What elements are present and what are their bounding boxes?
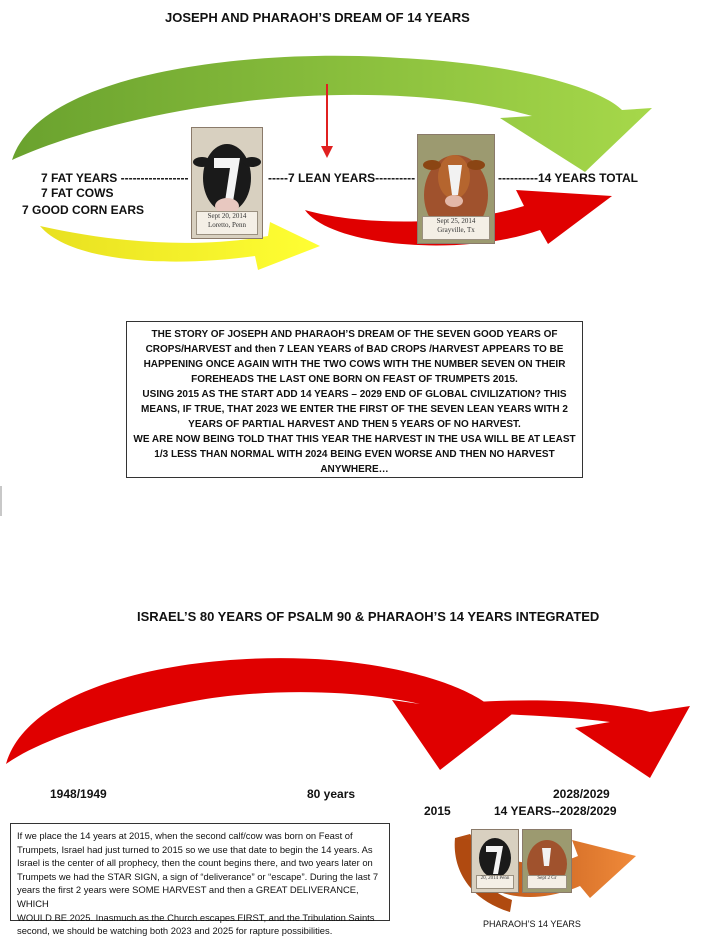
photo2-caption-place: Grayville, Tx bbox=[437, 226, 475, 234]
story-line: HAPPENING ONCE AGAIN WITH THE TWO COWS WITH THE NUMBER SEVEN ON THEIR bbox=[143, 359, 566, 370]
story-line: 1/3 LESS THAN NORMAL WITH 2024 BEING EVEN WORSE AND THEN NO HARVEST bbox=[154, 449, 555, 460]
red-arc-arrow-bottom bbox=[6, 658, 520, 770]
margin-marker bbox=[0, 486, 2, 516]
note-line: If we place the 14 years at 2015, when the second calf/cow was born on Feast of bbox=[17, 830, 353, 841]
label-2015: 2015 bbox=[424, 804, 451, 818]
label-lean-years: -----7 LEAN YEARS---------- bbox=[268, 171, 416, 185]
red-pointer-head bbox=[321, 146, 333, 158]
story-line: WE ARE NOW BEING TOLD THAT THIS YEAR THE HARVEST IN THE USA WILL BE AT LEAST bbox=[133, 434, 576, 445]
label-1948-1949: 1948/1949 bbox=[50, 787, 107, 801]
label-80-years: 80 years bbox=[307, 787, 356, 801]
mini-caption-2: Sept 2 Gr bbox=[527, 875, 567, 889]
label-fat-cows: 7 FAT COWS bbox=[41, 186, 114, 200]
mini-cow-photo-brown bbox=[522, 829, 572, 893]
cow-photo-1-caption bbox=[196, 211, 258, 235]
top-title: JOSEPH AND PHARAOH’S DREAM OF 14 YEARS bbox=[165, 10, 470, 25]
note-line: Trumpets we had the STAR SIGN, a sign of “deliverance” or “escape”. During the last 7 bbox=[17, 870, 379, 882]
label-fat-years: 7 FAT YEARS ----------------- bbox=[41, 171, 189, 185]
label-2028-2029: 2028/2029 bbox=[553, 787, 610, 801]
cow-photo-black-white bbox=[191, 127, 263, 239]
photo2-caption-date: Sept 25, 2014 bbox=[436, 217, 476, 225]
note-line: years the first 2 years were SOME HARVEST and then a GREAT DELIVERANCE, WHICH bbox=[17, 884, 359, 909]
pharaoh-14-years-label: PHARAOH’S 14 YEARS bbox=[483, 919, 581, 929]
bottom-title: ISRAEL’S 80 YEARS OF PSALM 90 & PHARAOH’S 14 YEARS INTEGRATED bbox=[137, 609, 600, 624]
cow-photo-brown bbox=[417, 134, 495, 244]
yellow-arc-arrow bbox=[40, 222, 320, 270]
story-line: THE STORY OF JOSEPH AND PHARAOH’S DREAM OF THE SEVEN GOOD YEARS OF bbox=[151, 329, 558, 340]
label-corn-ears: 7 GOOD CORN EARS bbox=[22, 203, 145, 217]
story-text-box bbox=[126, 321, 583, 478]
note-line: WOULD BE 2025. Inasmuch as the Church escapes FIRST, and the Tribulation Saints bbox=[17, 911, 375, 923]
story-line: FOREHEADS THE LAST ONE BORN ON FEAST OF TRUMPETS 2015. bbox=[191, 374, 518, 385]
photo1-caption-place: Loretto, Penn bbox=[207, 221, 247, 229]
explanation-note-box bbox=[10, 823, 390, 937]
cow-photo-2-caption bbox=[422, 216, 490, 240]
mini-cow-photo-black-white bbox=[471, 829, 519, 893]
story-line: YEARS OF PARTIAL HARVEST AND THEN 5 YEARS OF NO HARVEST. bbox=[188, 419, 521, 430]
label-14-years-total: ----------14 YEARS TOTAL bbox=[498, 171, 638, 185]
photo1-caption-date: Sept 20, 2014 bbox=[207, 212, 247, 220]
story-line: CROPS/HARVEST and then 7 LEAN YEARS of BAD CROPS /HARVEST APPEARS TO BE bbox=[145, 344, 564, 355]
note-line: Israel is the center of all prophecy, then the count begins there, and two years later on bbox=[17, 857, 373, 869]
story-line: USING 2015 AS THE START ADD 14 YEARS – 2029 END OF GLOBAL CIVILIZATION? THIS bbox=[142, 389, 567, 400]
note-line: second, we should be watching both 2023 and 2025 for rapture possibilities. bbox=[17, 925, 333, 937]
note-line: Trumpets, Israel had just turned to 2015 so we use that date to begin the 14 years. As bbox=[17, 843, 373, 855]
green-arc-arrow bbox=[12, 56, 652, 172]
story-line: ANYWHERE… bbox=[320, 464, 389, 475]
mini-caption-1: 20, 2014 Penn bbox=[476, 875, 514, 889]
label-14-years-2028-2029: 14 YEARS--2028/2029 bbox=[494, 804, 617, 818]
story-line: MEANS, IF TRUE, THAT 2023 WE ENTER THE FIRST OF THE SEVEN LEAN YEARS WITH 2 bbox=[141, 404, 568, 415]
